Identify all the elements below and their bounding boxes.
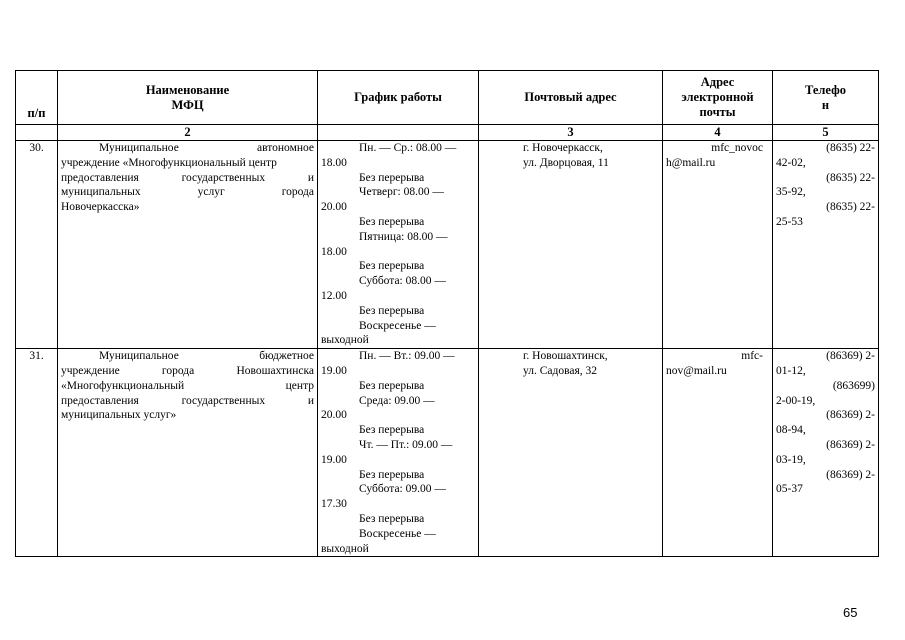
- col-index-3: 3: [479, 125, 663, 141]
- work-schedule: Пн. — Ср.: 08.00 — 18.00 Без перерыва Четверг: 08.00 — 20.00 Без перерыва Пятница: 08.00 — 18.00 Без перерыва Суббота: 08.00 — 12.00 Без перерыва Воскресенье — выходной: [318, 141, 479, 349]
- table-row: [16, 349, 879, 557]
- column-index-row: [16, 125, 879, 141]
- phone-numbers: (86369) 2- 01-12, (863699) 2-00-19, (86369) 2- 08-94, (86369) 2- 03-19, (86369) 2- 05-37: [773, 349, 879, 557]
- row-number: 31.: [16, 349, 58, 557]
- header-schedule: График работы: [318, 71, 479, 125]
- col-index-4: 4: [663, 125, 773, 141]
- phone-numbers: (8635) 22- 42-02, (8635) 22- 35-92, (8635) 22- 25-53: [773, 141, 879, 349]
- page-number: 65: [843, 605, 858, 620]
- mfc-table: [15, 70, 879, 557]
- table-header-row: [16, 71, 879, 125]
- header-email: Адрес электронной почты: [663, 71, 773, 125]
- header-address: Почтовый адрес: [479, 71, 663, 125]
- col-index-5: 5: [773, 125, 879, 141]
- table-row: [16, 141, 879, 349]
- postal-address: г. Новошахтинск, ул. Садовая, 32: [479, 349, 663, 557]
- col-index-2: 2: [58, 125, 318, 141]
- postal-address: г. Новочеркасск, ул. Дворцовая, 11: [479, 141, 663, 349]
- organization-name: Муниципальное автономное учреждение «Многофункциональный центр предоставления государственных и муниципальных услуг города Новочеркасска»: [58, 141, 318, 349]
- row-number: 30.: [16, 141, 58, 349]
- organization-name: Муниципальное бюджетное учреждение города Новошахтинска «Многофункциональный центр предоставления государственных и муниципальных услуг»: [58, 349, 318, 557]
- header-name: Наименование МФЦ: [58, 71, 318, 125]
- email-address: mfc_novoc h@mail.ru: [663, 141, 773, 349]
- header-num: п/п: [16, 71, 58, 125]
- email-address: mfc- nov@mail.ru: [663, 349, 773, 557]
- work-schedule: Пн. — Вт.: 09.00 — 19.00 Без перерыва Среда: 09.00 — 20.00 Без перерыва Чт. — Пт.: 09.00 — 19.00 Без перерыва Суббота: 09.00 — 17.30 Без перерыва Воскресенье — выходной: [318, 349, 479, 557]
- header-phone: Телефо н: [773, 71, 879, 125]
